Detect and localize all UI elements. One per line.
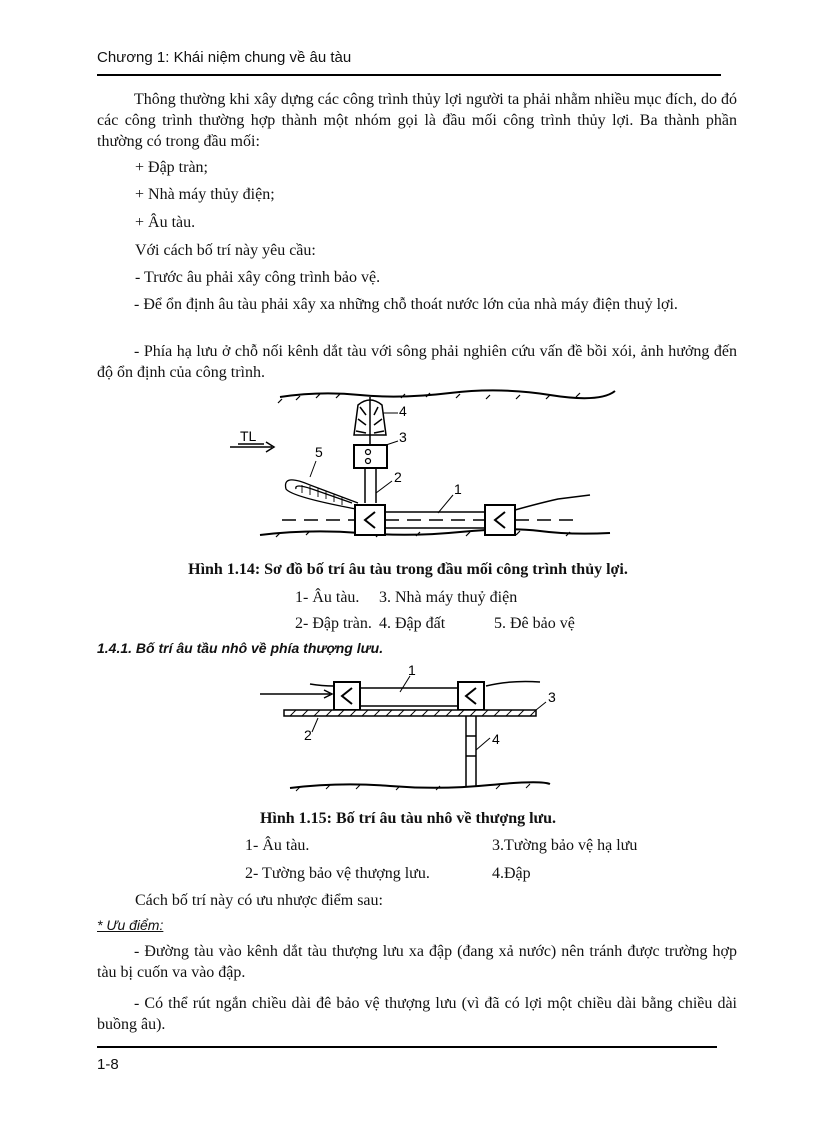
requirement-item: - Phía hạ lưu ở chỗ nối kênh dắt tàu với sông phải nghiên cứu vấn đề bồi xói, ảnh hưởng đến độ ổn định của công trình.	[97, 343, 737, 381]
requirement-line: Với cách bố trí này yêu cầu:	[135, 242, 316, 259]
legend-item: 2- Tường bảo vệ thượng lưu.	[245, 865, 430, 882]
list-item: + Âu tàu.	[135, 214, 196, 231]
list-item: + Nhà máy thủy điện;	[135, 186, 275, 203]
lock-chamber-box	[458, 682, 484, 710]
power-plant	[354, 445, 387, 468]
label-3: 3	[399, 429, 407, 445]
legend-item: 2- Đập tràn.	[295, 615, 372, 632]
label-4: 4	[399, 403, 407, 419]
label-4: 4	[492, 731, 500, 747]
earth-dam	[354, 397, 386, 435]
advantage-item: - Đường tàu vào kênh dắt tàu thượng lưu xa đập (đang xả nước) nên tránh được trường hợp tàu bị cuốn va vào đập.	[97, 943, 737, 981]
lock-chamber-box	[355, 505, 385, 535]
top-bank-line	[280, 390, 615, 398]
lock-canal	[360, 688, 458, 706]
label-2: 2	[394, 469, 402, 485]
legend-item: 1- Âu tàu.	[245, 837, 310, 854]
advantage-item: - Có thể rút ngắn chiều dài đê bảo vệ thượng lưu (vì đã có lợi một chiều dài bằng chiều dài buồng âu).	[97, 995, 737, 1033]
legend-item: 4. Đập đất	[379, 615, 446, 632]
page-number: 1-8	[97, 1056, 119, 1073]
list-item: + Đập tràn;	[135, 159, 208, 176]
label-1: 1	[454, 481, 462, 497]
flow-arrow	[260, 690, 332, 698]
legend-item: 3. Nhà máy thuỷ điện	[379, 589, 518, 606]
figure-1-14-diagram	[220, 385, 620, 555]
bottom-bank-line	[290, 782, 550, 788]
figure-1-15-caption: Hình 1.15: Bố trí âu tàu nhô về thượng lưu.	[259, 810, 557, 827]
footer-rule	[97, 1046, 717, 1048]
figure-1-15-diagram	[250, 662, 570, 802]
protection-dike	[286, 480, 359, 509]
pros-cons-intro: Cách bố trí này có ưu nhược điểm sau:	[135, 892, 383, 909]
label-2: 2	[304, 727, 312, 743]
label-5: 5	[315, 444, 323, 460]
page-header: Chương 1: Khái niệm chung về âu tàu	[97, 49, 352, 66]
legend-item: 1- Âu tàu.	[295, 589, 360, 606]
lock-chamber-box	[334, 682, 360, 710]
label-3: 3	[548, 689, 556, 705]
dam	[466, 716, 476, 786]
lock-chamber-box	[485, 505, 515, 535]
protection-wall	[284, 710, 536, 716]
requirement-item: - Trước âu phải xây công trình bảo vệ.	[135, 269, 381, 286]
requirement-item: - Để ổn định âu tàu phải xây xa những chỗ thoát nước lớn của nhà máy điện thuỷ lợi.	[134, 296, 678, 313]
label-1: 1	[408, 662, 416, 678]
bottom-bank-line	[260, 529, 610, 535]
advantages-heading: * Ưu điểm:	[97, 917, 164, 933]
section-heading: 1.4.1. Bố trí âu tầu nhô về phía thượng lưu.	[97, 640, 384, 656]
figure-1-14-caption: Hình 1.14: Sơ đồ bố trí âu tàu trong đầu mối công trình thủy lợi.	[188, 561, 628, 578]
flow-label: TL	[240, 428, 257, 444]
legend-item: 5. Đê bảo vệ	[494, 615, 575, 632]
header-rule	[97, 74, 721, 76]
legend-item: 3.Tường bảo vệ hạ lưu	[492, 837, 638, 854]
legend-item: 4.Đập	[492, 865, 531, 882]
intro-paragraph: Thông thường khi xây dựng các công trình thủy lợi người ta phải nhằm nhiều mục đích, do đó các công trình thường hợp thành một nhóm gọi là đầu mối công trình thủy lợi. Ba thành phần thường có trong đầu mối:	[97, 91, 737, 150]
